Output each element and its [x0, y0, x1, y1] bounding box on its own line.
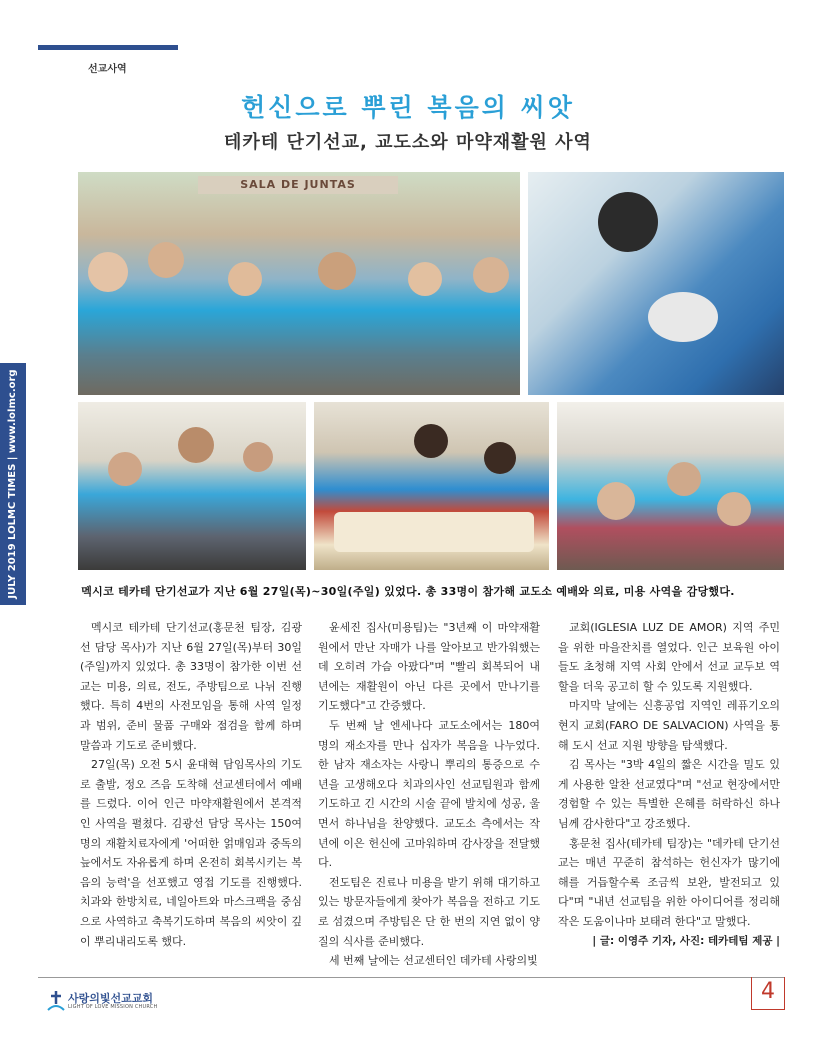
head-shape	[484, 442, 516, 474]
paragraph: 멕시코 테카테 단기선교(홍문천 팀장, 김광선 담당 목사)가 지난 6월 27일(목)부터 30일(주일)까지 있었다. 총 33명이 참가한 이번 선교는 미용, 의료, 전도, 주방팀으로 나뉘 진행했다. 특히 4번의 사전모임을 통해 사역 일정과 범위, 준비 물품 구매와 점검을 함께 하며 말씀과 기도로 준비했다.	[80, 621, 302, 752]
header-rule	[38, 45, 178, 50]
face-shape	[717, 492, 751, 526]
section-label: 선교사역	[88, 64, 127, 75]
face-shape	[318, 252, 356, 290]
paragraph: 홍문천 집사(테카테 팀장)는 "데카테 단기선교는 매년 꾸준히 참석하는 헌신자가 많기에 해를 거듭할수록 조금씩 보완, 발전되고 있다"며 "내년 선교팀을 위한 아이디어를 정리해 작은 도움이나마 보태려 한다"고 말했다.	[558, 836, 780, 928]
group-photo	[78, 172, 520, 395]
face-shape	[667, 462, 701, 496]
paragraph: 두 번째 날 엔세나다 교도소에서는 180여 명의 재소자를 만나 십자가 복음을 나누었다. 한 남자 재소자는 사랑니 뿌리의 통증으로 수년을 고생해오다 치과의사인 선교팀원과 함께 기도하고 긴 시간의 시술 끝에 발치에 성공, 울면서 하나님을 찬양했다. 교도소 측에서는 작년에 이은 헌신에 고마워하며 감사장을 전달했다.	[318, 718, 540, 870]
logo-name: 사랑의빛선교교회	[68, 992, 154, 1005]
face-shape	[108, 452, 142, 486]
page-number: 4	[761, 979, 775, 1004]
paragraph: 교회(IGLESIA LUZ DE AMOR) 지역 주민을 위한 마을잔치를 열었다. 인근 보육원 아이들도 초청해 지역 사회 안에서 선교 교두보 역할을 더욱 공고히 할 수 있도록 지원했다.	[558, 621, 780, 693]
footer-rule	[38, 977, 784, 978]
article-title: 헌신으로 뿌린 복음의 씨앗	[241, 93, 575, 122]
article-column-2	[318, 618, 540, 971]
sidebar-band	[0, 363, 26, 605]
face-shape	[148, 242, 184, 278]
church-logo	[46, 990, 186, 1014]
building-sign: SALA DE JUNTAS	[198, 176, 398, 194]
paragraph: 윤세진 집사(미용팀)는 "3년째 이 마약재활원에서 만난 자매가 나를 알아보고 반가워했는데 오히려 가슴 아팠다"며 "빨리 회복되어 내년에는 재활원이 아닌 다른 곳에서 만나기를 기도했다"고 간증했다.	[318, 621, 540, 713]
head-shape	[414, 424, 448, 458]
face-shape	[178, 427, 214, 463]
logo-subtitle: LIGHT OF LOVE MISSION CHURCH	[68, 1004, 158, 1010]
paragraph: 전도팀은 진료나 미용을 받기 위해 대기하고 있는 방문자들에게 찾아가 복음을 전하고 기도로 섬겼으며 주방팀은 단 한 번의 지연 없이 양질의 식사를 준비했다.	[318, 875, 540, 948]
sidebar-issue-text: JULY 2019 LOLMC TIMES | www.lolmc.org	[7, 369, 18, 599]
paragraph: 27일(목) 오전 5시 윤대혁 담임목사의 기도로 출발, 정오 즈음 도착해 선교센터에서 예배를 드렸다. 이어 인근 마약재활원에서 본격적인 사역을 펼쳤다. 김광선 담당 목사는 150여 명의 재활치료자에게 '어떠한 얽매임과 중독의 늪에서도 자유롭게 하며 온전히 회복시키는 복음의 능력'을 선포했고 영접 기도를 진행했다. 치과와 한방치료, 네일아트와 마스크팩을 중심으로 사역하고 축복기도하며 복음의 씨앗이 깊이 뿌리내리도록 했다.	[80, 758, 302, 948]
face-shape	[408, 262, 442, 296]
dental-photo	[528, 172, 784, 395]
face-shape	[88, 252, 128, 292]
face-shape	[228, 262, 262, 296]
photo-credit: | 글: 이영주 기자, 사진: 테카테팀 제공 |	[592, 934, 780, 947]
cross-flame-icon	[46, 990, 66, 1012]
kitchen-photo	[314, 402, 549, 570]
paragraph: 마지막 날에는 신흥공업 지역인 레퓨기오의 현지 교회(FARO DE SALVACION) 사역을 통해 도시 선교 지원 방향을 탐색했다.	[558, 699, 780, 752]
article-column-3	[558, 618, 780, 951]
photo-caption: 멕시코 테카테 단기선교가 지난 6월 27일(목)~30일(주일) 있었다. 총 33명이 참가해 교도소 예배와 의료, 미용 사역을 감당했다.	[81, 585, 735, 598]
prayer-photo	[78, 402, 306, 570]
page-number-box	[751, 977, 785, 1010]
paragraph: 김 목사는 "3박 4일의 짧은 시간을 밀도 있게 사용한 알찬 선교였다"며 "선교 현장에서만 경험할 수 있는 특별한 은혜를 허락하신 하나님께 감사한다"고 강조했다.	[558, 758, 780, 830]
article-column-1	[80, 618, 302, 951]
head-shape	[598, 192, 658, 252]
paragraph: 세 번째 날에는 선교센터인 데카테 사랑의빛	[329, 954, 538, 968]
face-shape	[473, 257, 509, 293]
article-subtitle: 테카테 단기선교, 교도소와 마약재활원 사역	[224, 132, 592, 153]
food-table	[334, 512, 534, 552]
face-shape	[597, 482, 635, 520]
face-shape	[243, 442, 273, 472]
children-photo	[557, 402, 784, 570]
patient-shape	[648, 292, 718, 342]
